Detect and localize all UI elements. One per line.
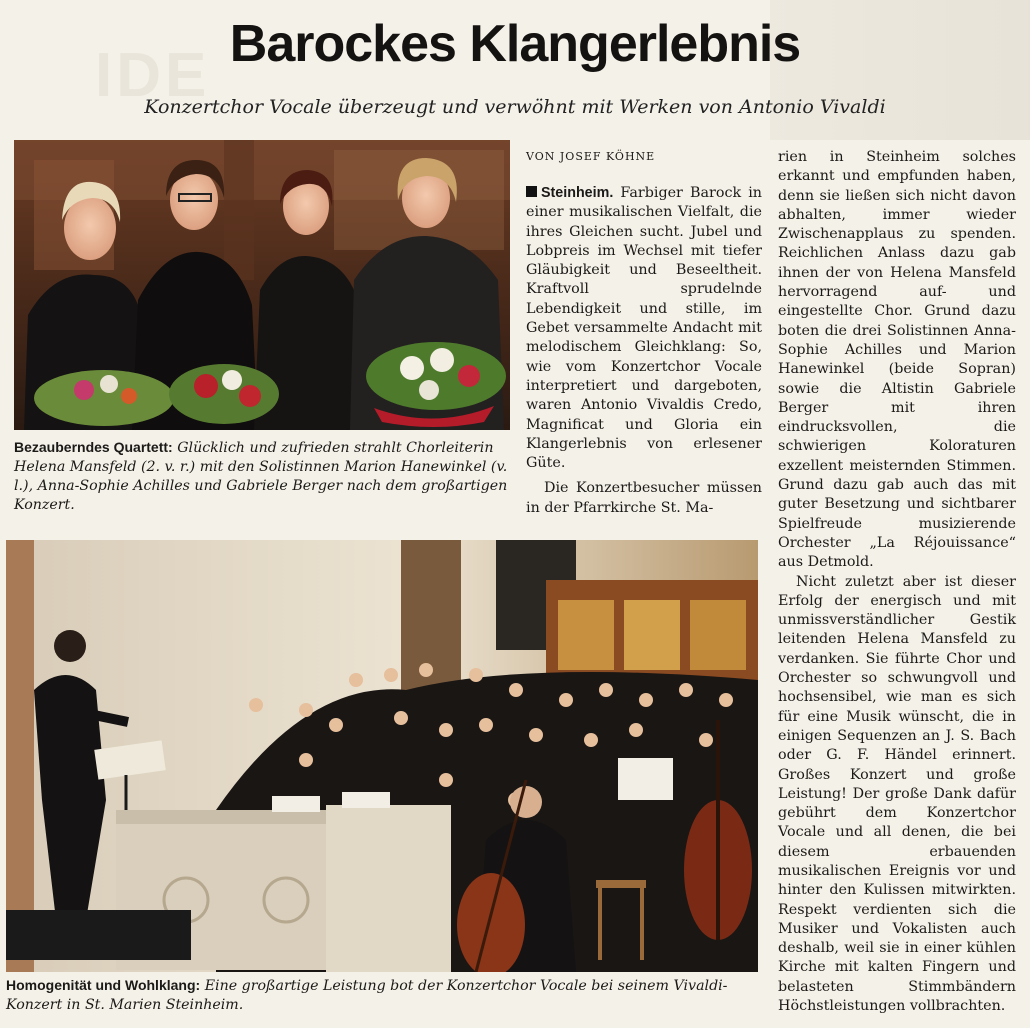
byline: VON JOSEF KÖHNE: [526, 150, 656, 163]
paragraph: Die Konzertbesucher müssen in der Pfarrkirche St. Ma-: [526, 480, 762, 516]
subheadline: Konzertchor Vocale überzeugt und verwöhnt mit Werken von Antonio Vivaldi: [144, 96, 886, 118]
photo1-caption-text: Glücklich und zufrieden strahlt Chorleiterin Helena Mansfeld (2. v. r.) mit den Solistinnen Marion Hanewinkel (v. l.), Anna-Sophie Achilles und Gabriele Berger nach dem großartigen Konzert.: [14, 440, 508, 513]
paragraph: Nicht zuletzt aber ist dieser Erfolg der energisch und mit unmissverständlicher Gestik leitenden Helena Mansfeld zu verdanken. Sie führte Chor und Orchester so schwungvoll und hochsensibel, wie man es sich für eine Musik wünscht, die in einigen Sequenzen an J. S. Bach oder G. F. Händel erinnert. Großes Konzert und große Leistung! Der große Dank dafür gebührt dem Konzertchor Vocale und all denen, die bei diesem erbauenden musikalischen Ereignis vor und hinter den Kulissen mitwirkten. Respekt verdienten sich die Musiker und Vokalisten auch deshalb, weil sie in einer kühlen Kirche mit kalten Fingern und belasteten Stimmbändern Höchstleistungen vollbrachten.: [778, 573, 1016, 1015]
lead-text: Farbiger Barock in einer musikalischen Vielfalt, die ihres Gleichen sucht. Jubel und Lobpreis im Wechsel mit tiefer Gläubigkeit und Beseeltheit. Kraftvoll sprudelnde Lebendigkeit und stille, im Gebet versammelte Andacht mit melodischem Gleichklang: So, wie vom Konzertchor Vocale interpretiert und dargeboten, waren Antonio Vivaldis Credo, Magnificat und Gloria ein Klangerlebnis von erlesener Güte.: [526, 185, 763, 472]
photo1-caption-title: Bezauberndes Quartett:: [14, 439, 173, 455]
choir-concert-photo: [6, 540, 758, 972]
headline: Barockes Klangerlebnis: [229, 15, 801, 73]
quartet-photo-illustration: [14, 140, 510, 430]
article-column-3: [778, 148, 1016, 1016]
dateline: Steinheim.: [541, 185, 614, 201]
photo2-caption-title: Homogenität und Wohlklang:: [6, 977, 201, 993]
paragraph: rien in Steinheim solches erkannt und empfunden haben, denn sie ließen sich nicht davon abhalten, immer wieder Zwischenapplaus zu spenden. Reichlichen Anlass dazu gab ihnen der von Helena Mansfeld hervorragend auf- und eingestellte Chor. Grund dazu boten die drei Solistinnen Anna-Sophie Achilles und Marion Hanewinkel (beide Sopran) sowie die Altistin Gabriele Berger mit ihren eindrucksvollen, die schwierigen Koloraturen exzellent meisternden Stimmen. Grund dazu gab auch das mit guter Besetzung und sichtbarer Spielfreude musizierende Orchester „La Réjouissance“ aus Detmold.: [778, 149, 1016, 571]
photo2-caption: [6, 976, 758, 1015]
lead-paragraph: [526, 184, 762, 473]
photo2-caption-text: Eine großartige Leistung bot der Konzertchor Vocale bei seinem Vivaldi-Konzert in St. Marien Steinheim.: [6, 978, 728, 1013]
article-column-2: [526, 184, 762, 518]
quartet-photo: [14, 140, 510, 430]
choir-concert-illustration: [6, 540, 758, 972]
photo1-caption: [14, 438, 510, 515]
square-bullet-icon: [526, 186, 537, 197]
bleed-through-text: IDE: [95, 41, 211, 110]
